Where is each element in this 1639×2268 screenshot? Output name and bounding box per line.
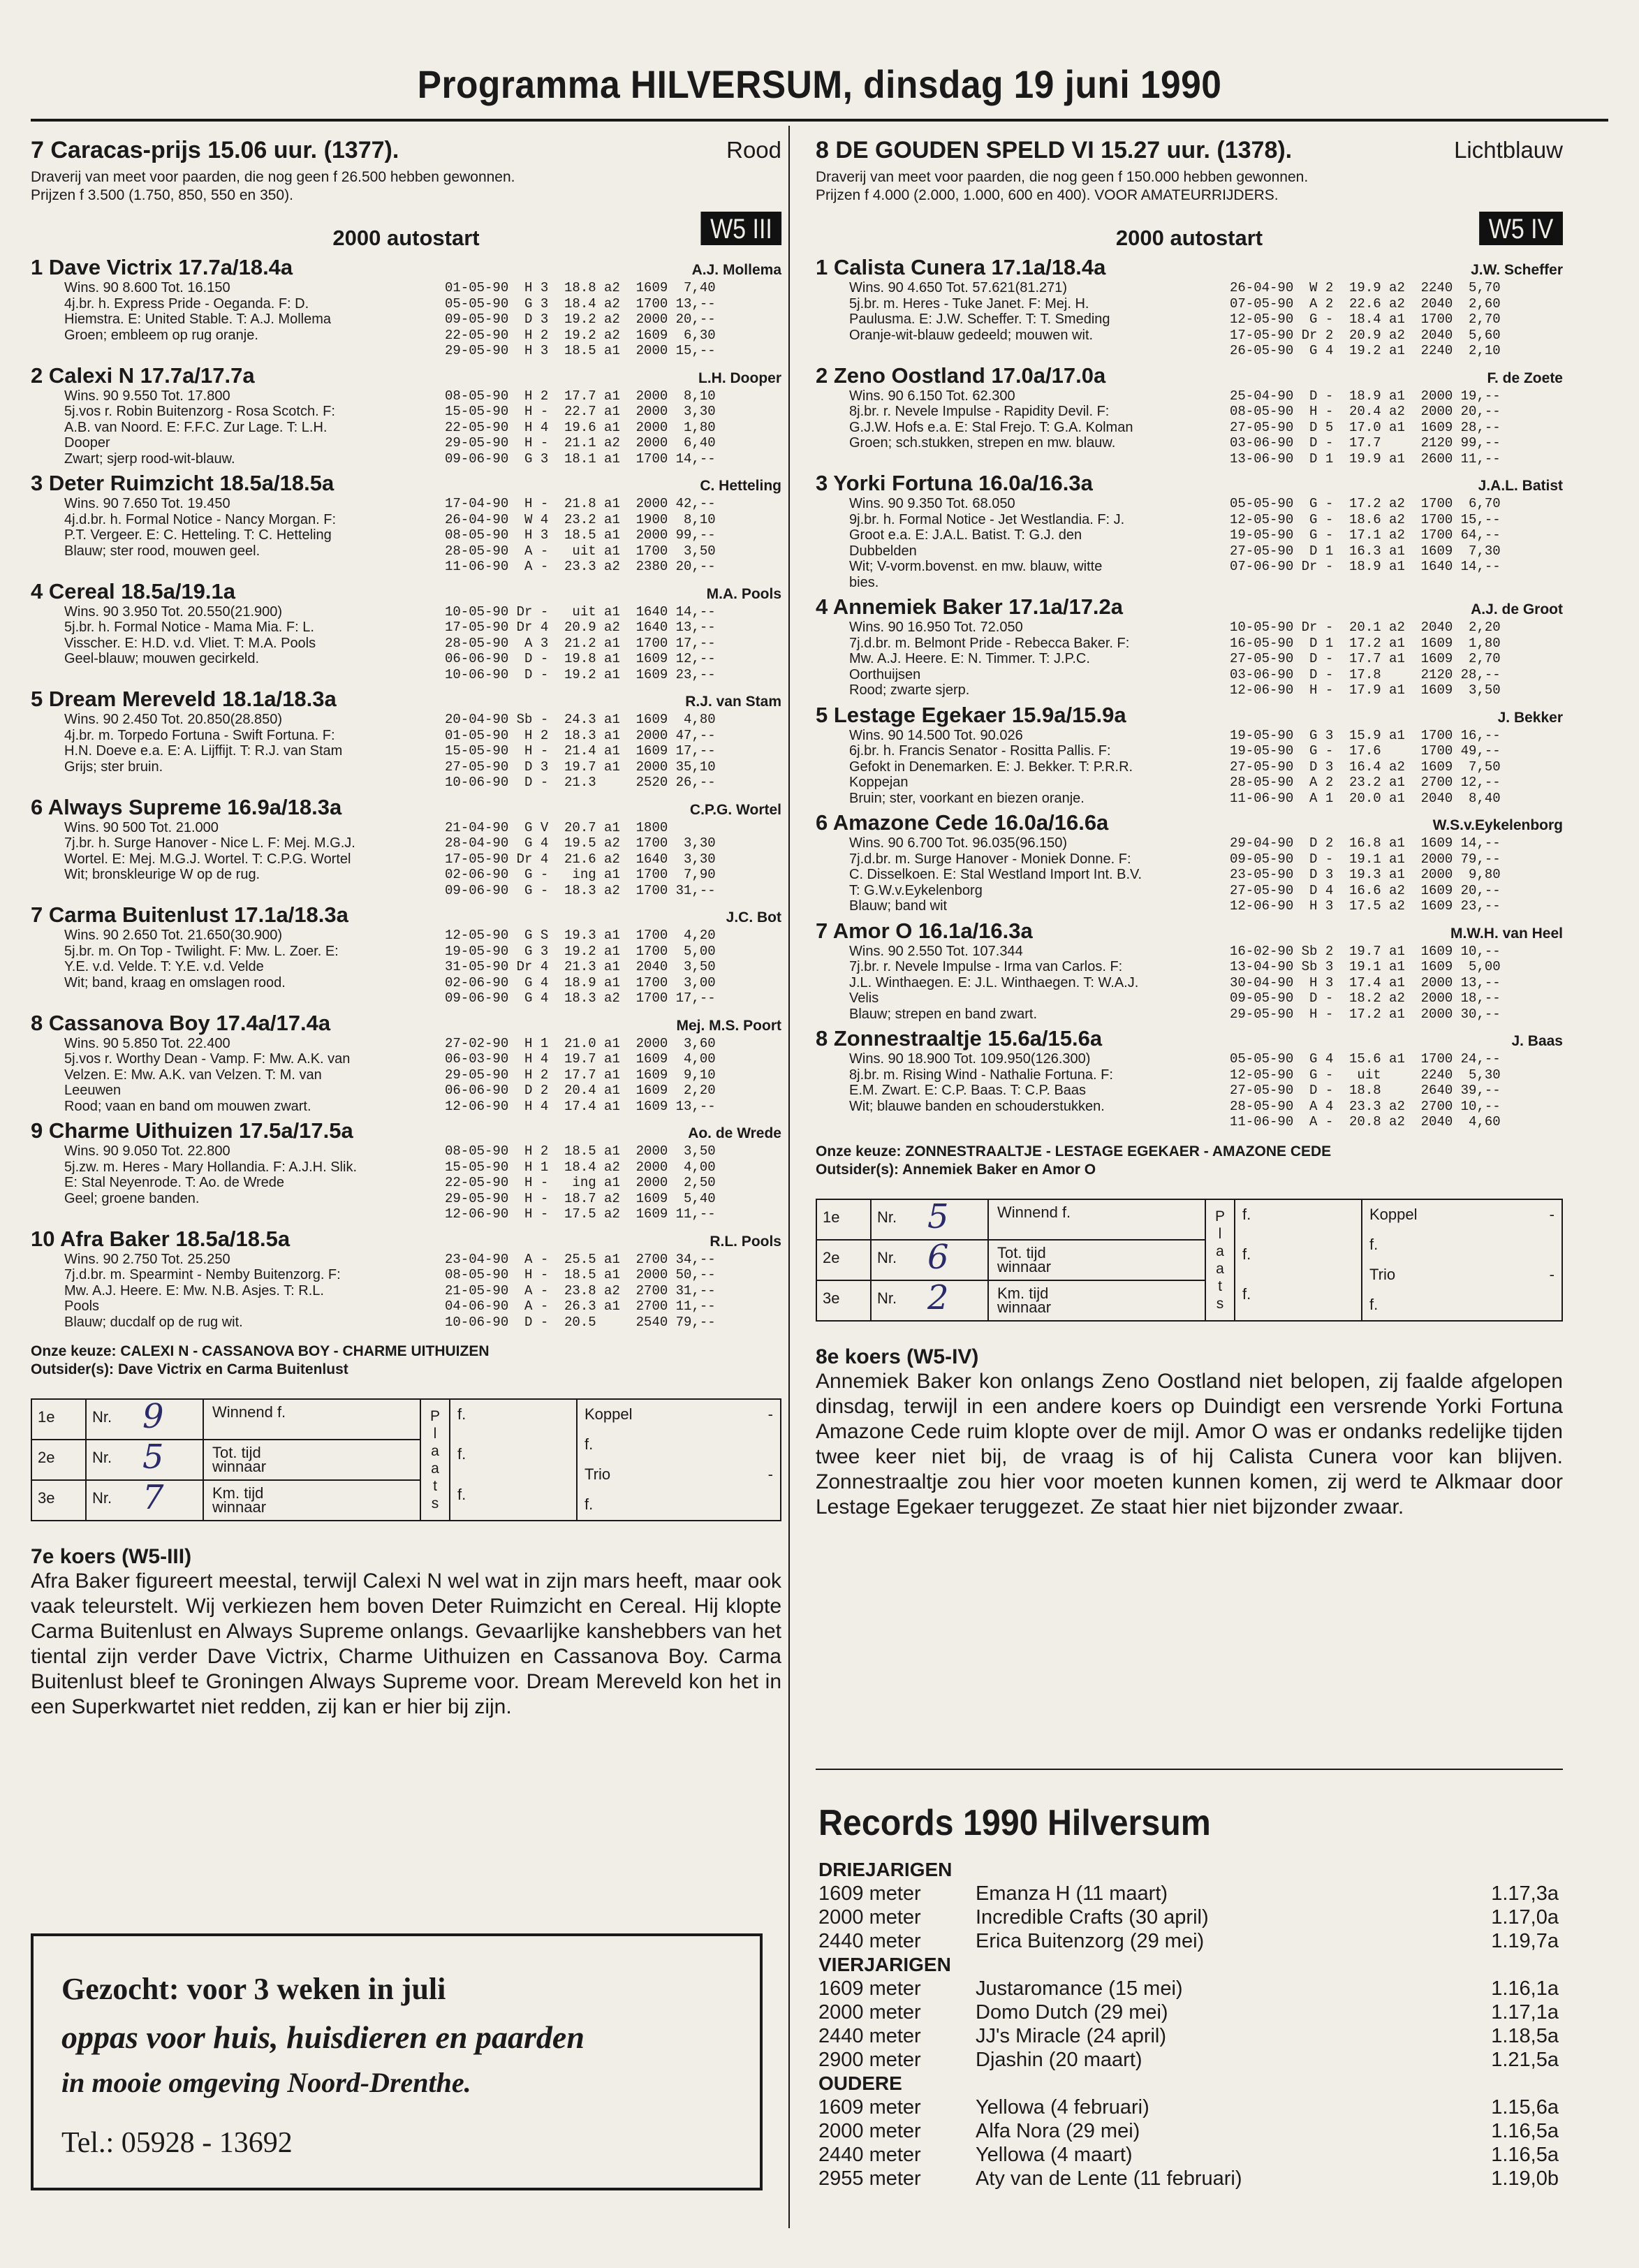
horse-results: 08-05-90 H 2 18.5 a1 2000 3,50 15-05-90 H 1 18.4 a2 2000 4,00 22-05-90 H - ing a1 2000 2,50 29-05-90 H - 18.7 a2 1609 5,40 12-06-90 H - 17.5 a2 1609 11,-- bbox=[445, 1143, 716, 1222]
horse-trainer: C. Hetteling bbox=[700, 478, 781, 494]
record-horse: Emanza H (11 maart) bbox=[976, 1882, 1168, 1905]
place-amount: f. bbox=[1242, 1245, 1251, 1263]
ad-line-2: oppas voor huis, huisdieren en paarden bbox=[61, 2019, 585, 2055]
horse-info: Wins. 90 7.650 Tot. 19.450 4j.d.br. h. Formal Notice - Nancy Morgan. F: P.T. Vergeer. E: C. Hetteling. T: C. Hetteling Blauw; ster rood, mouwen geel. bbox=[64, 496, 337, 559]
plaats-letter: l bbox=[1218, 1225, 1222, 1242]
plaats-letter: s bbox=[431, 1495, 439, 1512]
record-distance: 2955 meter bbox=[818, 2167, 921, 2190]
horse-entry bbox=[816, 1026, 1563, 1130]
tote-place-amounts bbox=[450, 1400, 578, 1520]
horse-results: 05-05-90 G - 17.2 a2 1700 6,70 12-05-90 G - 18.6 a2 1700 15,-- 19-05-90 G - 17.1 a2 1700 64,-- 27-05-90 D 1 16.3 a1 1609 7,30 07-06-90 Dr - 18.9 a1 1640 14,-- bbox=[1230, 496, 1501, 574]
bet-badge: W5 IV bbox=[1479, 212, 1563, 245]
race-conditions bbox=[31, 168, 781, 205]
start-row bbox=[816, 212, 1563, 251]
horse-info: Wins. 90 8.600 Tot. 16.150 4j.br. h. Express Pride - Oeganda. F: D. Hiemstra. E: United Stable. T: A.J. Mollema Groen; embleem op rug oranje. bbox=[64, 280, 332, 343]
horse-name: 1 Dave Victrix 17.7a/18.4a bbox=[31, 255, 293, 279]
tote-row bbox=[817, 1237, 1205, 1281]
horse-details bbox=[816, 280, 1563, 359]
horse-details bbox=[31, 1036, 781, 1115]
horse-trainer: F. de Zoete bbox=[1487, 370, 1563, 386]
plaats-letter: P bbox=[429, 1408, 440, 1424]
handwritten-number: 2 bbox=[927, 1278, 949, 1317]
horse-entry bbox=[816, 594, 1563, 698]
tote-nr-label: Nr. bbox=[92, 1408, 112, 1426]
tote-number-cell bbox=[872, 1278, 989, 1320]
race-prizes-line: Prijzen f 4.000 (2.000, 1.000, 600 en 400). VOOR AMATEURRIJDERS. bbox=[816, 187, 1279, 203]
horse-info: Wins. 90 2.750 Tot. 25.250 7j.d.br. m. Spearmint - Nemby Buitenzorg. F: Mw. A.J. Heere. E: Mw. N.B. Asjes. T: R.L. Pools Blauw; ducdalf op de rug wit. bbox=[64, 1251, 341, 1330]
plaats-letter: a bbox=[1216, 1243, 1224, 1259]
tote-label: Winnend f. bbox=[997, 1203, 1071, 1221]
horse-info: Wins. 90 3.950 Tot. 20.550(21.900) 5j.br. h. Formal Notice - Mama Mia. F: L. Visscher. E: H.D. v.d. Vliet. T: M.A. Pools Geel-blauw; mouwen gecirkeld. bbox=[64, 603, 316, 666]
trio-label: Trio bbox=[585, 1465, 611, 1483]
horse-name: 7 Carma Buitenlust 17.1a/18.3a bbox=[31, 902, 348, 927]
tote-place-amounts bbox=[1235, 1200, 1362, 1320]
outsiders-line: Outsider(s): Dave Victrix en Carma Buitenlust bbox=[31, 1361, 348, 1377]
record-time: 1.21,5a bbox=[1491, 2049, 1559, 2071]
tote-plaats-label bbox=[421, 1400, 450, 1520]
outsiders-line: Outsider(s): Annemiek Baker en Amor O bbox=[816, 1161, 1096, 1178]
tote-koppel-trio bbox=[1362, 1200, 1561, 1320]
tote-position: 3e bbox=[817, 1281, 872, 1320]
horse-name: 9 Charme Uithuizen 17.5a/17.5a bbox=[31, 1118, 353, 1143]
horse-details bbox=[816, 496, 1563, 590]
race-prizes-line: Prijzen f 3.500 (1.750, 850, 550 en 350). bbox=[31, 187, 293, 203]
horse-header bbox=[31, 795, 781, 820]
horse-header bbox=[31, 902, 781, 928]
tote-row bbox=[32, 1437, 420, 1481]
horse-details bbox=[31, 1252, 781, 1331]
place-amount: f. bbox=[1242, 1205, 1251, 1223]
trio-dash: - bbox=[767, 1465, 773, 1483]
race-8-column bbox=[816, 133, 1563, 1520]
horse-header bbox=[31, 1011, 781, 1036]
column-divider bbox=[788, 126, 790, 2228]
our-choice-line: Onze keuze: CALEXI N - CASSANOVA BOY - CHARME UITHUIZEN bbox=[31, 1343, 490, 1359]
our-choice bbox=[816, 1143, 1563, 1179]
horse-info: Wins. 90 2.550 Tot. 107.344 7j.br. r. Nevele Impulse - Irma van Carlos. F: J.L. Winthaegen. E: J.L. Winthaegen. T: W.A.J. Velis Blauw; strepen en band zwart. bbox=[849, 943, 1139, 1022]
record-horse: Erica Buitenzorg (29 mei) bbox=[976, 1930, 1205, 1952]
horse-header bbox=[816, 363, 1563, 388]
horse-info: Wins. 90 4.650 Tot. 57.621(81.271) 5j.br. m. Heres - Tuke Janet. F: Mej. H. Paulusma. E: J.W. Scheffer. T: T. Smeding Oranje-wit-blauw gedeeld; mouwen wit. bbox=[849, 280, 1110, 343]
record-horse: Incredible Crafts (30 april) bbox=[976, 1906, 1209, 1929]
horse-results: 20-04-90 Sb - 24.3 a1 1609 4,80 01-05-90 H 2 18.3 a1 2000 47,-- 15-05-90 H - 21.4 a1 1609 17,-- 27-05-90 D 3 19.7 a1 2000 35,10 10-06-90 D - 21.3 2520 26,-- bbox=[445, 712, 716, 790]
horse-name: 7 Amor O 16.1a/16.3a bbox=[816, 918, 1033, 943]
horse-results: 12-05-90 G S 19.3 a1 1700 4,20 19-05-90 G 3 19.2 a1 1700 5,00 31-05-90 Dr 4 21.3 a1 2040 3,50 02-06-90 G 4 18.9 a1 1700 3,00 09-06-90 G 4 18.3 a2 1700 17,-- bbox=[445, 928, 716, 1006]
records-group-title: DRIEJARIGEN bbox=[818, 1859, 953, 1880]
tote-number-cell bbox=[87, 1478, 204, 1520]
tote-form bbox=[816, 1199, 1563, 1322]
records-section bbox=[818, 1802, 1559, 2190]
horse-details bbox=[31, 712, 781, 791]
trio-dash: - bbox=[1549, 1265, 1555, 1283]
horse-trainer: C.P.G. Wortel bbox=[689, 801, 781, 818]
horse-name: 3 Deter Ruimzicht 18.5a/18.5a bbox=[31, 471, 335, 495]
koppel-dash: - bbox=[1549, 1205, 1555, 1223]
horse-details bbox=[31, 280, 781, 359]
koppel-amount: f. bbox=[1369, 1235, 1379, 1253]
horse-name: 8 Zonnestraaltje 15.6a/15.6a bbox=[816, 1026, 1103, 1051]
tote-label: Winnend f. bbox=[212, 1403, 286, 1421]
bet-badge: W5 III bbox=[700, 212, 781, 245]
koppel-label: Koppel bbox=[585, 1405, 633, 1423]
horse-name: 4 Cereal 18.5a/19.1a bbox=[31, 578, 236, 603]
horse-results: 26-04-90 W 2 19.9 a2 2240 5,70 07-05-90 A 2 22.6 a2 2040 2,60 12-05-90 G - 18.4 a1 1700 2,70 17-05-90 Dr 2 20.9 a2 2040 5,60 26-05-90 G 4 19.2 a1 2240 2,10 bbox=[1230, 280, 1501, 358]
horse-results: 19-05-90 G 3 15.9 a1 1700 16,-- 19-05-90 G - 17.6 1700 49,-- 27-05-90 D 3 16.4 a2 1609 7,50 28-05-90 A 2 23.2 a1 2700 12,-- 11-06-90 A 1 20.0 a1 2040 8,40 bbox=[1230, 727, 1501, 806]
record-time: 1.17,3a bbox=[1491, 1882, 1559, 1905]
record-row bbox=[818, 2095, 1559, 2119]
horse-header bbox=[816, 919, 1563, 944]
horse-info: Wins. 90 2.650 Tot. 21.650(30.900) 5j.br. m. On Top - Twilight. F: Mw. L. Zoer. E: Y.E. v.d. Velde. T: Y.E. v.d. Velde Wit; band, kraag en omslagen rood. bbox=[64, 928, 339, 990]
horse-results: 08-05-90 H 2 17.7 a1 2000 8,10 15-05-90 H - 22.7 a1 2000 3,30 22-05-90 H 4 19.6 a1 2000 1,80 29-05-90 H - 21.1 a2 2000 6,40 09-06-90 G 3 18.1 a1 1700 14,-- bbox=[445, 388, 716, 467]
plaats-letter: t bbox=[1218, 1278, 1222, 1294]
horse-info: Wins. 90 9.050 Tot. 22.800 5j.zw. m. Heres - Mary Hollandia. F: A.J.H. Slik. E: Stal Neyenrode. T: Ao. de Wrede Geel; groene banden. bbox=[64, 1143, 357, 1206]
start-type: 2000 autostart bbox=[332, 226, 480, 250]
horse-header bbox=[31, 471, 781, 496]
plaats-letter: P bbox=[1214, 1208, 1225, 1224]
commentary-text: Annemiek Baker kon onlangs Zeno Oostland niet belopen, zij faalde afgelopen dinsdag, terwijl in een andere koers op Duindigt een versrende Yorki Fortuna Amazone Cede ruim klopte over de mijl. Amor O was er ondanks redelijke tijden twee keer niet bij, de vraag is of hij Calista Cunera voor kan blijven. Zonnestraaltje zou hier voor moeten kunnen komen, zij werd te Alkmaar door Lestage Egekaer teruggezet. Ze staat hier niet bijzonder zwaar. bbox=[816, 1369, 1563, 1519]
horse-details bbox=[31, 1143, 781, 1222]
horse-info: Wins. 90 18.900 Tot. 109.950(126.300) 8j.br. m. Rising Wind - Nathalie Fortuna. F: E.M. Zwart. E: C.P. Baas. T: C.P. Baas Wit; blauwe banden en schouderstukken. bbox=[849, 1051, 1113, 1114]
horse-details bbox=[31, 496, 781, 575]
horse-trainer: M.A. Pools bbox=[706, 585, 781, 602]
record-distance: 2000 meter bbox=[818, 1906, 921, 1929]
tote-row bbox=[817, 1197, 1205, 1241]
horse-name: 10 Afra Baker 18.5a/18.5a bbox=[31, 1226, 291, 1251]
horse-results: 27-02-90 H 1 21.0 a1 2000 3,60 06-03-90 H 4 19.7 a1 1609 4,00 29-05-90 H 2 17.7 a1 1609 9,10 06-06-90 D 2 20.4 a1 1609 2,20 12-06-90 H 4 17.4 a1 1609 13,-- bbox=[445, 1035, 716, 1114]
record-distance: 2000 meter bbox=[818, 2120, 921, 2142]
horse-entry bbox=[31, 902, 781, 1007]
horse-trainer: R.J. van Stam bbox=[685, 694, 781, 710]
record-row bbox=[818, 1882, 1559, 1905]
tote-number-cell bbox=[872, 1237, 989, 1280]
horse-header bbox=[31, 1118, 781, 1143]
horse-details bbox=[31, 928, 781, 1007]
race-color: Lichtblauw bbox=[1454, 137, 1563, 163]
record-horse: Yellowa (4 maart) bbox=[976, 2144, 1133, 2166]
horse-details bbox=[31, 388, 781, 467]
race-header bbox=[31, 137, 781, 164]
koppel-row bbox=[578, 1400, 780, 1430]
record-row bbox=[818, 2167, 1559, 2190]
horse-name: 2 Zeno Oostland 17.0a/17.0a bbox=[816, 363, 1106, 388]
horse-trainer: A.J. de Groot bbox=[1471, 601, 1563, 617]
record-time: 1.17,1a bbox=[1491, 2001, 1559, 2024]
record-distance: 2440 meter bbox=[818, 2025, 921, 2047]
horse-trainer: A.J. Mollema bbox=[691, 262, 781, 278]
race-title: 8 DE GOUDEN SPELD VI 15.27 uur. (1378). bbox=[816, 137, 1293, 163]
tote-position: 1e bbox=[32, 1400, 87, 1439]
horse-info: Wins. 90 6.150 Tot. 62.300 8j.br. r. Nevele Impulse - Rapidity Devil. F: G.J.W. Hofs e.a. E: Stal Frejo. T: G.A. Kolman Groen; sch.stukken, strepen en mw. blauw. bbox=[849, 388, 1133, 451]
horse-header bbox=[31, 255, 781, 280]
record-horse: Justaromance (15 mei) bbox=[976, 1977, 1183, 2000]
horse-header bbox=[31, 687, 781, 712]
horse-details bbox=[816, 388, 1563, 467]
horse-results: 29-04-90 D 2 16.8 a1 1609 14,-- 09-05-90 D - 19.1 a1 2000 79,-- 23-05-90 D 3 19.3 a1 2000 9,80 27-05-90 D 4 16.6 a2 1609 20,-- 12-06-90 H 3 17.5 a2 1609 23,-- bbox=[1230, 835, 1501, 914]
horse-results: 23-04-90 A - 25.5 a1 2700 34,-- 08-05-90 H - 18.5 a1 2000 50,-- 21-05-90 A - 23.8 a2 2700 31,-- 04-06-90 A - 26.3 a1 2700 11,-- 10-06-90 D - 20.5 2540 79,-- bbox=[445, 1251, 716, 1330]
tote-position: 3e bbox=[32, 1481, 87, 1520]
horse-entry bbox=[31, 795, 781, 899]
horse-results: 16-02-90 Sb 2 19.7 a1 1609 10,-- 13-04-90 Sb 3 19.1 a1 1609 5,00 30-04-90 H 3 17.4 a1 2000 13,-- 09-05-90 D - 18.2 a2 2000 18,-- 29-05-90 H - 17.2 a1 2000 30,-- bbox=[1230, 943, 1501, 1022]
record-row bbox=[818, 2048, 1559, 2072]
horse-name: 6 Always Supreme 16.9a/18.3a bbox=[31, 794, 342, 819]
record-row bbox=[818, 2119, 1559, 2143]
plaats-letter: a bbox=[1216, 1260, 1224, 1277]
trio-label: Trio bbox=[1369, 1265, 1396, 1283]
horse-entry bbox=[816, 471, 1563, 590]
tote-nr-label: Nr. bbox=[877, 1289, 897, 1307]
tote-positions bbox=[817, 1197, 1206, 1320]
trio-row bbox=[1362, 1260, 1561, 1290]
horse-details bbox=[816, 728, 1563, 807]
horse-results: 05-05-90 G 4 15.6 a1 1700 24,-- 12-05-90 G - uit 2240 5,30 27-05-90 D - 18.8 2640 39,-- 28-05-90 A 4 23.3 a2 2700 10,-- 11-06-90 A - 20.8 a2 2040 4,60 bbox=[1230, 1051, 1501, 1129]
horse-details bbox=[816, 1051, 1563, 1130]
record-horse: Djashin (20 maart) bbox=[976, 2049, 1142, 2071]
tote-number-cell bbox=[87, 1437, 204, 1479]
trio-amount: f. bbox=[585, 1495, 594, 1513]
horse-results: 10-05-90 Dr - uit a1 1640 14,-- 17-05-90 Dr 4 20.9 a2 1640 13,-- 28-05-90 A 3 21.2 a1 1700 17,-- 06-06-90 D - 19.8 a1 1609 12,-- 10-06-90 D - 19.2 a1 1609 23,-- bbox=[445, 603, 716, 682]
tote-nr-label: Nr. bbox=[92, 1489, 112, 1507]
page-title: Programma HILVERSUM, dinsdag 19 juni 1990 bbox=[417, 62, 1222, 106]
koppel-label: Koppel bbox=[1369, 1205, 1418, 1223]
horse-info: Wins. 90 16.950 Tot. 72.050 7j.d.br. m. Belmont Pride - Rebecca Baker. F: Mw. A.J. Heere. E: N. Timmer. T: J.P.C. Oorthuijsen Rood; zwarte sjerp. bbox=[849, 620, 1130, 698]
record-horse: Alfa Nora (29 mei) bbox=[976, 2120, 1140, 2142]
plaats-letter: t bbox=[433, 1478, 437, 1494]
race-conditions-line: Draverij van meet voor paarden, die nog geen f 150.000 hebben gewonnen. bbox=[816, 169, 1309, 185]
tote-row bbox=[32, 1397, 420, 1440]
horse-name: 5 Lestage Egekaer 15.9a/15.9a bbox=[816, 702, 1126, 727]
our-choice bbox=[31, 1342, 781, 1379]
plaats-letter: s bbox=[1216, 1295, 1224, 1312]
record-time: 1.19,0b bbox=[1491, 2167, 1559, 2190]
horse-header bbox=[31, 1227, 781, 1252]
tote-label: Km. tijd winnaar bbox=[997, 1284, 1052, 1316]
record-time: 1.19,7a bbox=[1491, 1930, 1559, 1952]
handwritten-number: 5 bbox=[142, 1437, 164, 1477]
records-group-title: VIERJARIGEN bbox=[818, 1954, 951, 1975]
record-horse: Domo Dutch (29 mei) bbox=[976, 2001, 1168, 2024]
tote-position: 2e bbox=[817, 1241, 872, 1280]
horse-header bbox=[816, 255, 1563, 280]
horse-entry bbox=[31, 255, 781, 359]
horse-trainer: J.A.L. Batist bbox=[1478, 478, 1563, 494]
trio-row bbox=[578, 1460, 780, 1490]
horse-name: 6 Amazone Cede 16.0a/16.6a bbox=[816, 810, 1109, 835]
horse-trainer: M.W.H. van Heel bbox=[1450, 925, 1563, 942]
horse-header bbox=[31, 363, 781, 388]
horse-header bbox=[31, 579, 781, 604]
horse-details bbox=[31, 604, 781, 683]
tote-label: Tot. tijd winnaar bbox=[997, 1243, 1052, 1275]
record-horse: JJ's Miracle (24 april) bbox=[976, 2025, 1167, 2047]
record-distance: 2440 meter bbox=[818, 1930, 921, 1952]
ad-phone: Tel.: 05928 - 13692 bbox=[61, 2127, 293, 2159]
horse-header bbox=[816, 703, 1563, 728]
horse-header bbox=[816, 594, 1563, 620]
place-amount: f. bbox=[457, 1405, 466, 1423]
tote-koppel-trio bbox=[578, 1400, 780, 1520]
horse-name: 4 Annemiek Baker 17.1a/17.2a bbox=[816, 594, 1124, 619]
record-time: 1.18,5a bbox=[1491, 2025, 1559, 2047]
horse-details bbox=[816, 835, 1563, 914]
our-choice-line: Onze keuze: ZONNESTRAALTJE - LESTAGE EGEKAER - AMAZONE CEDE bbox=[816, 1143, 1332, 1159]
plaats-letter: a bbox=[431, 1443, 439, 1459]
horse-trainer: L.H. Dooper bbox=[698, 370, 781, 386]
horse-entry bbox=[816, 363, 1563, 467]
record-time: 1.16,1a bbox=[1491, 1977, 1559, 2000]
record-distance: 2000 meter bbox=[818, 2001, 921, 2024]
horse-entry bbox=[31, 471, 781, 575]
record-row bbox=[818, 1905, 1559, 1929]
horse-header bbox=[816, 810, 1563, 835]
race-conditions-line: Draverij van meet voor paarden, die nog geen f 26.500 hebben gewonnen. bbox=[31, 169, 515, 185]
ad-line-3: in mooie omgeving Noord-Drenthe. bbox=[61, 2067, 471, 2098]
top-rule bbox=[31, 119, 1608, 122]
horse-header bbox=[816, 1026, 1563, 1051]
record-row bbox=[818, 2000, 1559, 2024]
record-row bbox=[818, 1929, 1559, 1953]
tote-form bbox=[31, 1398, 781, 1521]
horse-details bbox=[816, 944, 1563, 1023]
horse-details bbox=[31, 820, 781, 899]
records-list bbox=[818, 1858, 1559, 2190]
horse-info: Wins. 90 6.700 Tot. 96.035(96.150) 7j.d.br. m. Surge Hanover - Moniek Donne. F: C. Disselkoen. E: Stal Westland Import Int. B.V. T: G.W.v.Eykelenborg Blauw; band wit bbox=[849, 835, 1142, 914]
record-distance: 2900 meter bbox=[818, 2049, 921, 2071]
commentary-title: 8e koers (W5-IV) bbox=[816, 1345, 979, 1368]
tote-row bbox=[32, 1478, 420, 1520]
place-amount: f. bbox=[1242, 1285, 1251, 1303]
handwritten-number: 6 bbox=[927, 1237, 949, 1277]
horse-entry bbox=[31, 363, 781, 467]
horse-results: 21-04-90 G V 20.7 a1 1800 28-04-90 G 4 19.5 a2 1700 3,30 17-05-90 Dr 4 21.6 a2 1640 3,30 02-06-90 G - ing a1 1700 7,90 09-06-90 G - 18.3 a2 1700 31,-- bbox=[445, 819, 716, 898]
tote-row bbox=[817, 1278, 1205, 1320]
ad-line-1: Gezocht: voor 3 weken in juli bbox=[61, 1972, 446, 2006]
horse-trainer: W.S.v.Eykelenborg bbox=[1432, 817, 1563, 833]
records-separator bbox=[816, 1769, 1563, 1770]
horse-info: Wins. 90 9.550 Tot. 17.800 5j.vos r. Robin Buitenzorg - Rosa Scotch. F: A.B. van Noord. E: F.F.C. Zur Lage. T: L.H. Dooper Zwart; sjerp rood-wit-blauw. bbox=[64, 388, 335, 467]
horse-entry bbox=[816, 255, 1563, 359]
race-conditions bbox=[816, 168, 1563, 205]
tote-position: 2e bbox=[32, 1440, 87, 1479]
horse-info: Wins. 90 500 Tot. 21.000 7j.br. h. Surge Hanover - Nice L. F: Mej. M.G.J. Wortel. E: Mej. M.G.J. Wortel. T: C.P.G. Wortel Wit; bronskleurige W op de rug. bbox=[64, 819, 355, 882]
horse-trainer: J. Bekker bbox=[1497, 709, 1563, 726]
horse-entry bbox=[816, 703, 1563, 807]
horse-trainer: Ao. de Wrede bbox=[688, 1125, 781, 1141]
record-time: 1.16,5a bbox=[1491, 2120, 1559, 2142]
horse-entry bbox=[816, 919, 1563, 1023]
record-horse: Aty van de Lente (11 februari) bbox=[976, 2167, 1242, 2190]
record-row bbox=[818, 2024, 1559, 2048]
horse-info: Wins. 90 14.500 Tot. 90.026 6j.br. h. Francis Senator - Rositta Pallis. F: Gefokt in Denemarken. E: J. Bekker. T: P.R.R. Koppejan Bruin; ster, voorkant en biezen oranje. bbox=[849, 727, 1133, 806]
record-distance: 1609 meter bbox=[818, 1882, 921, 1905]
race-7-column bbox=[31, 133, 781, 1720]
tote-number-cell bbox=[872, 1197, 989, 1239]
records-group-title: OUDERE bbox=[818, 2072, 902, 2094]
tote-label: Tot. tijd winnaar bbox=[212, 1444, 267, 1475]
records-title: Records 1990 Hilversum bbox=[818, 1803, 1211, 1843]
horse-entry bbox=[31, 579, 781, 683]
tote-positions bbox=[32, 1397, 421, 1520]
horse-details bbox=[816, 620, 1563, 698]
horse-info: Wins. 90 2.450 Tot. 20.850(28.850) 4j.br. m. Torpedo Fortuna - Swift Fortuna. F: H.N. Doeve e.a. E: A. Lijffijt. T: R.J. van Stam Grijs; ster bruin. bbox=[64, 712, 343, 775]
tote-position: 1e bbox=[817, 1200, 872, 1239]
horse-info: Wins. 90 9.350 Tot. 68.050 9j.br. h. Formal Notice - Jet Westlandia. F: J. Groot e.a. E: J.A.L. Batist. T: G.J. den Dubbelden Wit; V-vorm.bovenst. en mw. blauw, witte bies. bbox=[849, 496, 1125, 590]
horse-name: 1 Calista Cunera 17.1a/18.4a bbox=[816, 255, 1106, 279]
horse-results: 17-04-90 H - 21.8 a1 2000 42,-- 26-04-90 W 4 23.2 a1 1900 8,10 08-05-90 H 3 18.5 a1 2000 99,-- 28-05-90 A - uit a1 1700 3,50 11-06-90 A - 23.3 a2 2380 20,-- bbox=[445, 496, 716, 574]
horse-entry bbox=[816, 810, 1563, 914]
horse-name: 5 Dream Mereveld 18.1a/18.3a bbox=[31, 687, 337, 711]
horse-results: 25-04-90 D - 18.9 a1 2000 19,-- 08-05-90 H - 20.4 a2 2000 20,-- 27-05-90 D 5 17.0 a1 1609 28,-- 03-06-90 D - 17.7 2120 99,-- 13-06-90 D 1 19.9 a1 2600 11,-- bbox=[1230, 388, 1501, 467]
record-horse: Yellowa (4 februari) bbox=[976, 2096, 1149, 2119]
horse-info: Wins. 90 5.850 Tot. 22.400 5j.vos r. Worthy Dean - Vamp. F: Mw. A.K. van Velzen. E: Mw. A.K. van Velzen. T: M. van Leeuwen Rood; vaan en band om mouwen zwart. bbox=[64, 1035, 351, 1114]
horse-name: 3 Yorki Fortuna 16.0a/16.3a bbox=[816, 471, 1093, 495]
place-amount: f. bbox=[457, 1485, 466, 1503]
horse-trainer: J.W. Scheffer bbox=[1471, 262, 1563, 278]
horse-entry bbox=[31, 1011, 781, 1115]
start-row bbox=[31, 212, 781, 251]
koppel-dash: - bbox=[767, 1405, 773, 1423]
tote-nr-label: Nr. bbox=[92, 1449, 112, 1466]
horse-entry bbox=[31, 1227, 781, 1331]
horse-name: 2 Calexi N 17.7a/17.7a bbox=[31, 363, 255, 388]
tote-label: Km. tijd winnaar bbox=[212, 1484, 267, 1516]
record-time: 1.17,0a bbox=[1491, 1906, 1559, 1929]
record-row bbox=[818, 1977, 1559, 2000]
race-color: Rood bbox=[726, 137, 781, 163]
advertisement-box bbox=[31, 1933, 763, 2190]
record-time: 1.16,5a bbox=[1491, 2144, 1559, 2166]
koppel-amount: f. bbox=[585, 1435, 594, 1453]
koppel-row bbox=[1362, 1200, 1561, 1230]
commentary-text: Afra Baker figureert meestal, terwijl Calexi N wel wat in zijn mars heeft, maar ook vaak teleurstelt. Wij verkiezen hem boven Deter Ruimzicht en Cereal. Hij klopte Carma Buitenlust en Always Supreme onlangs. Gevaarlijke kanshebbers van het tiental zijn verder Dave Victrix, Charme Uithuizen en Cassanova Boy. Carma Buitenlust bleef te Groningen Always Supreme voor. Dream Mereveld kon het in een Superkwartet niet redden, zij kan er hier bij zijn. bbox=[31, 1570, 781, 1718]
tote-nr-label: Nr. bbox=[877, 1248, 897, 1266]
tote-plaats-label bbox=[1206, 1200, 1235, 1320]
place-amount: f. bbox=[457, 1445, 466, 1463]
record-distance: 1609 meter bbox=[818, 2096, 921, 2119]
handwritten-number: 9 bbox=[142, 1397, 164, 1436]
horse-results: 10-05-90 Dr - 20.1 a2 2040 2,20 16-05-90 D 1 17.2 a1 1609 1,80 27-05-90 D - 17.7 a1 1609 2,70 03-06-90 D - 17.8 2120 28,-- 12-06-90 H - 17.9 a1 1609 3,50 bbox=[1230, 620, 1501, 698]
start-type: 2000 autostart bbox=[1115, 226, 1263, 250]
handwritten-number: 5 bbox=[927, 1197, 949, 1236]
tote-nr-label: Nr. bbox=[877, 1208, 897, 1226]
horse-results: 01-05-90 H 3 18.8 a2 1609 7,40 05-05-90 G 3 18.4 a2 1700 13,-- 09-05-90 D 3 19.2 a2 2000 20,-- 22-05-90 H 2 19.2 a2 1609 6,30 29-05-90 H 3 18.5 a1 2000 15,-- bbox=[445, 280, 716, 358]
handwritten-number: 7 bbox=[142, 1478, 164, 1517]
horse-name: 8 Cassanova Boy 17.4a/17.4a bbox=[31, 1010, 331, 1035]
record-distance: 1609 meter bbox=[818, 1977, 921, 2000]
horse-entry bbox=[31, 1118, 781, 1222]
plaats-letter: a bbox=[431, 1461, 439, 1477]
record-distance: 2440 meter bbox=[818, 2144, 921, 2166]
record-time: 1.15,6a bbox=[1491, 2096, 1559, 2119]
horse-trainer: J.C. Bot bbox=[726, 909, 781, 926]
horse-header bbox=[816, 471, 1563, 496]
plaats-letter: l bbox=[433, 1426, 437, 1442]
tote-number-cell bbox=[87, 1397, 204, 1439]
horse-trainer: R.L. Pools bbox=[710, 1233, 781, 1250]
race-title: 7 Caracas-prijs 15.06 uur. (1377). bbox=[31, 137, 399, 163]
commentary-title: 7e koers (W5-III) bbox=[31, 1545, 192, 1568]
horse-entry bbox=[31, 687, 781, 791]
horse-trainer: J. Baas bbox=[1511, 1033, 1563, 1049]
race-header bbox=[816, 137, 1563, 164]
record-row bbox=[818, 2143, 1559, 2167]
trio-amount: f. bbox=[1369, 1295, 1379, 1313]
horse-trainer: Mej. M.S. Poort bbox=[676, 1017, 781, 1034]
